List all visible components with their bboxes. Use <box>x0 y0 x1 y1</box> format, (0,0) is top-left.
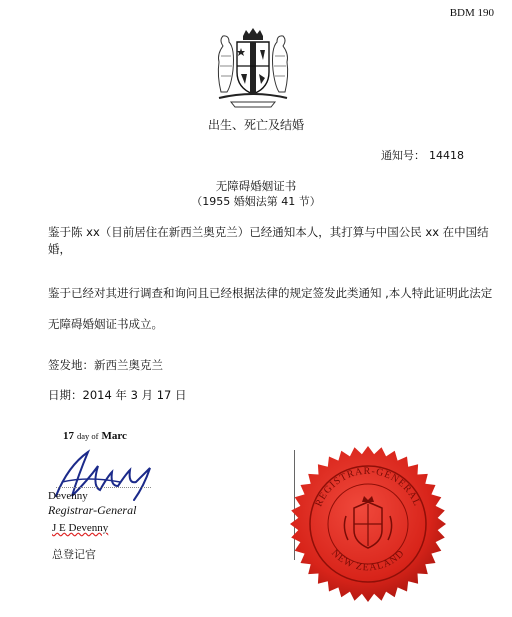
issue-date: 日期：2014 年 3 月 17 日 <box>48 388 187 402</box>
signer-name-fragment: Devenny <box>48 490 88 502</box>
signer-full-name-text: J E Devenny <box>52 522 109 534</box>
issue-place: 签发地：新西兰奥克兰 <box>48 358 163 372</box>
paragraph-notice: 鉴于陈 xx（目前居住在新西兰奥克兰）已经通知本人，其打算与中国公民 xx 在中国结婚， <box>48 225 489 256</box>
notice-number-line <box>377 147 464 163</box>
office-title: 出生、死亡及结婚 <box>207 118 304 132</box>
official-red-seal <box>288 444 448 604</box>
certificate-title: 无障碍婚姻证书 <box>215 179 297 193</box>
signature-dotted-line <box>56 487 151 488</box>
notice-label: 通知号： <box>381 149 425 162</box>
day-of-text: day of <box>77 431 99 441</box>
form-code: BDM 190 <box>449 7 494 19</box>
notice-number: 14418 <box>429 149 464 162</box>
signer-role: Registrar-General <box>48 503 137 517</box>
month-text: Marc <box>101 430 127 442</box>
day-of-month-line <box>63 430 127 442</box>
coat-of-arms-emblem <box>205 26 301 110</box>
certificate-subtitle: （1955 婚姻法第 41 节） <box>191 195 321 208</box>
signer-role-chinese: 总登记官 <box>52 548 96 561</box>
seal-top-text: REGISTRAR-GENERAL <box>313 465 423 509</box>
paragraph-certification: 鉴于已经对其进行调查和询问且已经根据法律的规定签发此类通知 ,本人特此证明此法定无障碍婚姻证书成立。 <box>48 286 493 331</box>
day-number: 17 <box>63 430 74 442</box>
signer-full-name <box>52 522 108 534</box>
seal-bottom-text: NEW ZEALAND <box>329 547 407 574</box>
